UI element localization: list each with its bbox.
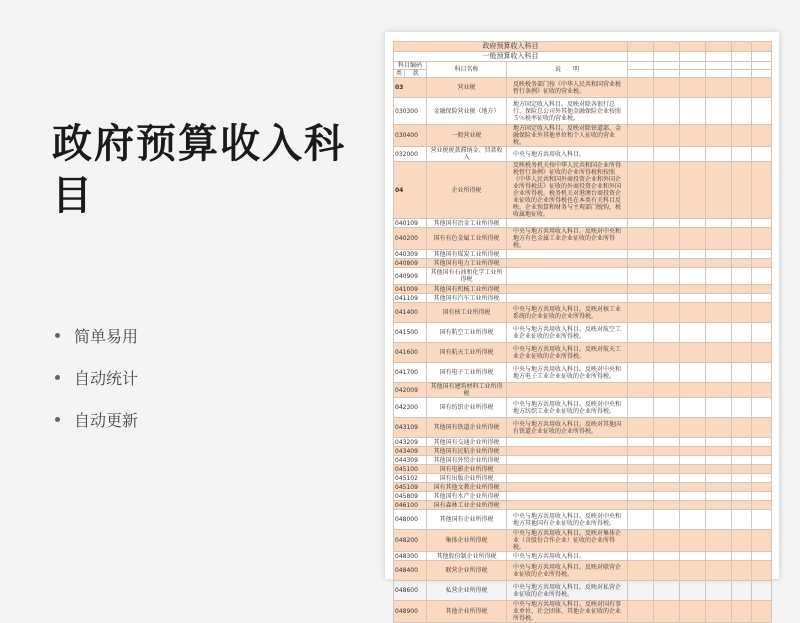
feature-item: 简单易用 xyxy=(55,314,138,356)
row-name: 其他国有企业所得税 xyxy=(427,510,507,530)
feature-item: 自动更新 xyxy=(55,398,138,440)
row-code: 041109 xyxy=(394,294,427,303)
row-name: 集体企业所得税 xyxy=(427,530,507,552)
header-kuan: 款 xyxy=(405,70,427,78)
row-name: 其他国有冶金工业所得税 xyxy=(427,219,507,228)
header-row xyxy=(394,62,772,70)
table-row xyxy=(394,581,772,601)
row-name: 国有出版企业所得税 xyxy=(427,474,507,483)
row-code: 042300 xyxy=(394,398,427,418)
table-row xyxy=(394,285,772,294)
table-row xyxy=(394,259,772,268)
table-row xyxy=(394,250,772,259)
row-code: 042009 xyxy=(394,383,427,398)
table-row xyxy=(394,78,772,98)
row-code: 048400 xyxy=(394,561,427,581)
table-row xyxy=(394,601,772,623)
table-row xyxy=(394,447,772,456)
row-name: 联营企业所得税 xyxy=(427,561,507,581)
row-desc: 反映税务部门按《中华人民共和国营业税暂行条例》征收的营业税。 xyxy=(507,78,628,98)
row-code: 043109 xyxy=(394,418,427,438)
table-row xyxy=(394,363,772,383)
header-code-group: 科目编码 xyxy=(394,62,427,70)
spreadsheet-preview xyxy=(385,32,779,622)
header-name: 科目名称 xyxy=(427,62,507,78)
row-desc xyxy=(507,447,628,456)
row-name: 国有其他文教企业所得税 xyxy=(427,483,507,492)
row-desc: 中央与地方共用收入科目。反映对中央和地方其他国有企业征收的企业所得税。 xyxy=(507,510,628,530)
row-code: 044309 xyxy=(394,456,427,465)
row-desc xyxy=(507,250,628,259)
row-code: 045100 xyxy=(394,465,427,474)
row-name: 其他国有建筑材料工业所得税 xyxy=(427,383,507,398)
table-row xyxy=(394,510,772,530)
row-code: 030400 xyxy=(394,125,427,147)
row-name: 其他国有机械工业所得税 xyxy=(427,285,507,294)
row-code: 041009 xyxy=(394,285,427,294)
row-name: 其他股份制企业所得税 xyxy=(427,552,507,561)
row-code: 040200 xyxy=(394,228,427,250)
table-row xyxy=(394,530,772,552)
row-name: 金融保险营业税（地方） xyxy=(427,98,507,125)
table-row xyxy=(394,343,772,363)
row-code: 045109 xyxy=(394,483,427,492)
feature-list xyxy=(55,314,138,440)
row-desc xyxy=(507,438,628,447)
table-row xyxy=(394,465,772,474)
sheet-subtitle-row xyxy=(394,52,772,62)
row-name: 营业税 xyxy=(427,78,507,98)
bullet-icon xyxy=(55,417,60,422)
row-desc: 中央与地方共用收入科目。反映对联营企业征收的企业所得税。 xyxy=(507,561,628,581)
row-code: 048600 xyxy=(394,581,427,601)
row-desc: 地方固定收入科目。反映对除铁道部、金融保险业外其他单位和个人征收的营业税。 xyxy=(507,125,628,147)
row-desc: 中央与地方共用收入科目。反映对中央和地方电子工业企业征收的企业所得税。 xyxy=(507,363,628,383)
table-row xyxy=(394,456,772,465)
table-row xyxy=(394,125,772,147)
row-desc: 中央与地方共用收入科目。反映对核工业系统的企业征收的企业所得税。 xyxy=(507,303,628,323)
row-desc xyxy=(507,219,628,228)
row-name: 国有电影企业所得税 xyxy=(427,465,507,474)
row-code: 040109 xyxy=(394,219,427,228)
row-desc: 中央与地方共用收入科目。反映对其他国有铁道企业征收的企业所得税。 xyxy=(507,418,628,438)
table-row xyxy=(394,474,772,483)
row-desc xyxy=(507,294,628,303)
table-row xyxy=(394,323,772,343)
row-name: 其他国有交通企业所得税 xyxy=(427,438,507,447)
row-name: 其他国有汽车工业所得税 xyxy=(427,294,507,303)
sheet-title: 政府预算收入科目 xyxy=(394,42,628,52)
table-row xyxy=(394,561,772,581)
table-row xyxy=(394,147,772,162)
table-row xyxy=(394,98,772,125)
table-row xyxy=(394,483,772,492)
row-desc: 中央与地方共用收入科目。 xyxy=(507,147,628,162)
row-desc xyxy=(507,483,628,492)
row-name: 国有航天工业所得税 xyxy=(427,343,507,363)
row-desc: 中央与地方共用收入科目。反映对航天工业企业征收的企业所得税。 xyxy=(507,343,628,363)
row-name: 其他国有民航企业所得税 xyxy=(427,447,507,456)
table-row xyxy=(394,398,772,418)
row-code: 032000 xyxy=(394,147,427,162)
header-desc: 说 明 xyxy=(507,62,628,78)
row-desc: 中央与地方共用收入科目。反映对集体企业（含股份合作企业）征收的企业所得税。 xyxy=(507,530,628,552)
row-name: 其他国有外贸企业所得税 xyxy=(427,456,507,465)
row-code: 040909 xyxy=(394,268,427,285)
row-code: 043409 xyxy=(394,447,427,456)
row-desc: 反映税务机关按中华人民共和国企业所得税暂行条例》征收的企业所得税和按照《中华人民共和国外商投资企业和外国企业所得税法》征收的外商投资企业和外国企业所得税。税务机关对港澳台商投资企业征收的企业所得税也在本类有关科目反映。企业预算和财务与主观部门脱钩，税收属地征收。 xyxy=(507,162,628,219)
row-name: 国有核工业所得税 xyxy=(427,303,507,323)
table-row xyxy=(394,162,772,219)
table-row xyxy=(394,294,772,303)
row-name: 国有有色金属工业所得税 xyxy=(427,228,507,250)
table-row xyxy=(394,418,772,438)
row-desc xyxy=(507,474,628,483)
table-row xyxy=(394,552,772,561)
page-title: 政府预算收入科目 xyxy=(52,121,346,219)
row-desc xyxy=(507,383,628,398)
table-row xyxy=(394,219,772,228)
row-code: 040809 xyxy=(394,259,427,268)
row-name: 国有电子工业所得税 xyxy=(427,363,507,383)
row-name: 国有航空工业所得税 xyxy=(427,323,507,343)
row-code: 045102 xyxy=(394,474,427,483)
row-desc xyxy=(507,285,628,294)
row-name: 营业税税款滞纳金、罚款收入 xyxy=(427,147,507,162)
row-name: 企业所得税 xyxy=(427,162,507,219)
row-desc: 中央与地方共用收入科目。反映对中央和地方有色金属工业企业征收的企业所得税。 xyxy=(507,228,628,250)
row-desc: 地方固定收入科目。反映对除各银行总行、保险总公司外其他金融保险企业按照５％税率征收的营业税。 xyxy=(507,98,628,125)
row-name: 一般营业税 xyxy=(427,125,507,147)
row-name: 其他企业所得税 xyxy=(427,601,507,623)
table-row xyxy=(394,268,772,285)
row-name: 其他国有石油和化学工业所得税 xyxy=(427,268,507,285)
row-code: 04 xyxy=(394,162,427,219)
row-desc: 中央与地方共用收入科目。反映对航空工业企业征收的企业所得税。 xyxy=(507,323,628,343)
row-name: 国有纺织企业所得税 xyxy=(427,398,507,418)
row-name: 国有森林工业企业所得税 xyxy=(427,501,507,510)
row-code: 03 xyxy=(394,78,427,98)
row-desc xyxy=(507,456,628,465)
row-code: 048200 xyxy=(394,530,427,552)
row-desc xyxy=(507,492,628,501)
table-row xyxy=(394,501,772,510)
row-name: 其他国有电力工业所得税 xyxy=(427,259,507,268)
row-desc: 中央与地方共用收入科目。反映对私营企业征收的企业所得税。 xyxy=(507,581,628,601)
feature-item: 自动统计 xyxy=(55,356,138,398)
table-row xyxy=(394,438,772,447)
sheet-subtitle: 一般预算收入科目 xyxy=(394,52,628,62)
row-desc xyxy=(507,268,628,285)
table-row xyxy=(394,303,772,323)
table-row xyxy=(394,492,772,501)
row-code: 048900 xyxy=(394,601,427,623)
row-code: 041700 xyxy=(394,363,427,383)
row-code: 041400 xyxy=(394,303,427,323)
row-code: 041500 xyxy=(394,323,427,343)
table-row xyxy=(394,228,772,250)
row-name: 其他国有铁道企业所得税 xyxy=(427,418,507,438)
row-desc: 中央与地方共用收入科目。反映对国有事业单位、社会团体、其他企业征收的企业所得税。 xyxy=(507,601,628,623)
row-code: 048300 xyxy=(394,552,427,561)
row-desc xyxy=(507,259,628,268)
header-lei: 类 xyxy=(394,70,405,78)
bullet-icon xyxy=(55,333,60,338)
row-code: 030300 xyxy=(394,98,427,125)
row-name: 其他国有煤炭工业所得税 xyxy=(427,250,507,259)
budget-table xyxy=(393,41,772,623)
row-code: 046100 xyxy=(394,501,427,510)
row-code: 040309 xyxy=(394,250,427,259)
row-code: 041600 xyxy=(394,343,427,363)
sheet-title-row xyxy=(394,42,772,52)
row-code: 048000 xyxy=(394,510,427,530)
row-desc: 中央与地方共用收入科目。 xyxy=(507,552,628,561)
row-code: 043209 xyxy=(394,438,427,447)
table-row xyxy=(394,383,772,398)
row-desc: 中央与地方共用收入科目。反映对中央和地方纺织工业企业征收的企业所得税。 xyxy=(507,398,628,418)
row-code: 045809 xyxy=(394,492,427,501)
row-name: 私营企业所得税 xyxy=(427,581,507,601)
bullet-icon xyxy=(55,375,60,380)
row-desc xyxy=(507,501,628,510)
row-desc xyxy=(507,465,628,474)
row-name: 其他国有水产企业所得税 xyxy=(427,492,507,501)
